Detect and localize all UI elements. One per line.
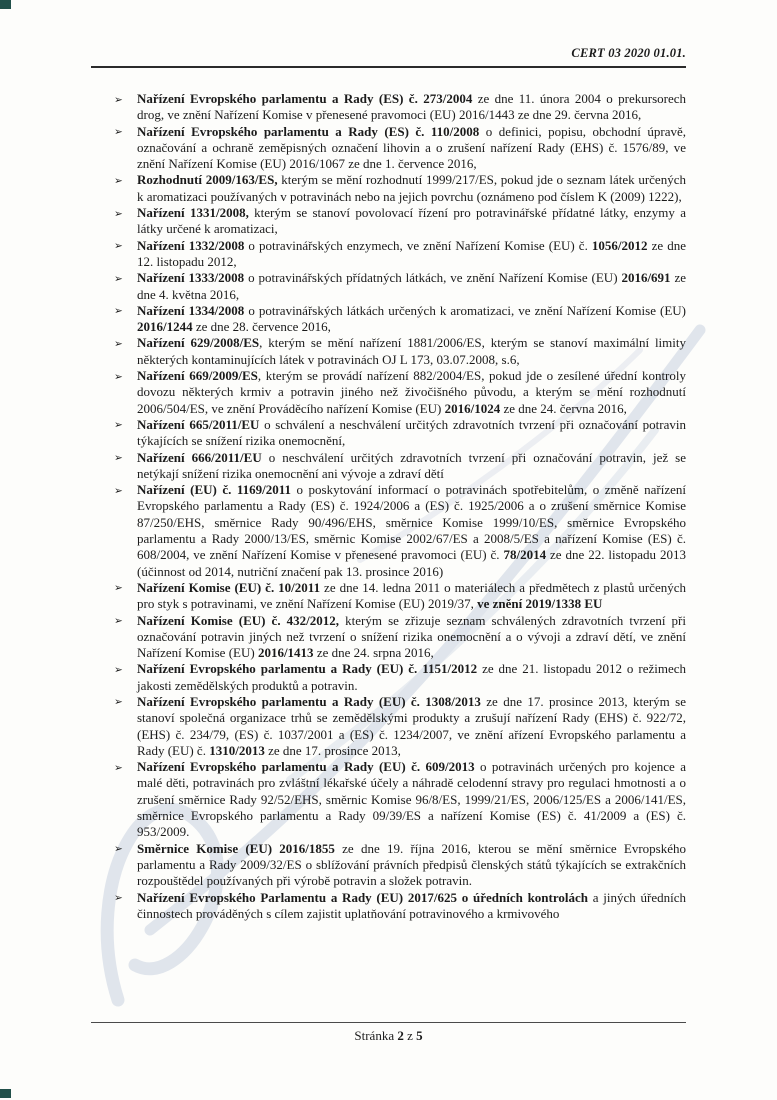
regulation-title: Nařízení 1334/2008 bbox=[137, 302, 245, 318]
regulation-title: Nařízení 669/2009/ES bbox=[137, 368, 258, 384]
arrow-bullet-icon: ➢ bbox=[114, 272, 123, 285]
regulation-text: ze dne 14. ledna 2011 o materiálech a předmětech z plastů určených pro styk s potravinami, ve znění Nařízení Komise (EU) 2019/37, bbox=[137, 579, 686, 612]
regulation-text: ze dne 21. listopadu 2012 o režimech jakosti zemědělských produktů a potravin. bbox=[137, 661, 686, 693]
list-item bbox=[114, 335, 686, 368]
arrow-bullet-icon: ➢ bbox=[114, 207, 123, 220]
regulation-title: 1310/2013 bbox=[209, 742, 265, 758]
regulation-text: kterým se zřizuje seznam schválených zdravotních tvrzení při označování potravin jiných než tvrzení o snížení rizika onemocnění a o vývoji a zdraví dětí, ve znění Nařízení Komise (EU) bbox=[137, 612, 686, 661]
arrow-bullet-icon: ➢ bbox=[114, 93, 123, 106]
list-item bbox=[114, 237, 686, 271]
list-item bbox=[114, 205, 686, 238]
list-item bbox=[114, 302, 686, 336]
regulation-title: Rozhodnutí 2009/163/ES, bbox=[137, 172, 278, 188]
list-item bbox=[114, 693, 686, 759]
list-item bbox=[114, 270, 687, 303]
regulation-title: Směrnice Komise (EU) 2016/1855 bbox=[137, 840, 335, 856]
regulation-text: o schválení a neschválení určitých zdravotních tvrzení při označování potravin týkajících se snížení rizika onemocnění, bbox=[137, 416, 686, 449]
footer-page-label: Stránka bbox=[354, 1028, 398, 1043]
regulation-title: Nařízení 1331/2008, bbox=[137, 205, 249, 221]
arrow-bullet-icon: ➢ bbox=[114, 582, 123, 595]
regulation-title: Nařízení Evropského parlamentu a Rady (EU) č. 1151/2012 bbox=[137, 661, 478, 677]
regulation-text: ze dne 22. listopadu 2013 (účinnost od 2014, nutriční značení pak 13. prosince 2016) bbox=[137, 547, 687, 579]
list-item bbox=[114, 123, 686, 173]
regulation-title: 2016/1413 bbox=[257, 645, 314, 661]
list-item bbox=[114, 482, 687, 580]
regulation-title: Nařízení Komise (EU) č. 432/2012, bbox=[137, 612, 340, 628]
regulation-title: Nařízení 666/2011/EU bbox=[137, 449, 262, 465]
arrow-bullet-icon: ➢ bbox=[114, 305, 123, 318]
arrow-bullet-icon: ➢ bbox=[114, 370, 123, 383]
regulation-title: Nařízení 1332/2008 bbox=[137, 237, 245, 253]
regulation-text: ze dne 24. srpna 2016, bbox=[313, 645, 434, 661]
regulation-text: ze dne 17. prosince 2013, kterým se stanoví společná organizace trhů se zemědělskými produkty a zrušují nařízení Rady (EHS) č. 922/72, (EHS) č. 234/79, (ES) č. 1037/2001 a (ES) č. 1234/2007, ve znění ařízení Evropského parlamentu a Rady (EU) č. bbox=[137, 693, 686, 758]
regulation-title: 1056/2012 bbox=[591, 237, 648, 253]
regulation-title: Nařízení Evropského Parlamentu a Rady (EU) 2017/625 o úředních kontrolách bbox=[137, 889, 589, 905]
list-item bbox=[114, 416, 686, 450]
footer-page-number: 2 bbox=[397, 1028, 404, 1043]
arrow-bullet-icon: ➢ bbox=[114, 696, 123, 709]
regulation-text: ze dne 12. listopadu 2012, bbox=[137, 237, 686, 269]
regulation-text: a jiných úředních činnostech prováděných s cílem zajistit uplatňování potravinového a krmivového bbox=[137, 889, 686, 921]
arrow-bullet-icon: ➢ bbox=[114, 419, 123, 432]
regulation-list bbox=[114, 91, 687, 922]
arrow-bullet-icon: ➢ bbox=[114, 615, 123, 627]
footer-rule bbox=[91, 1022, 686, 1023]
regulation-title: Nařízení Evropského parlamentu a Rady (EU) č. 1308/2013 bbox=[137, 693, 481, 709]
regulation-text: o potravinářských enzymech, ve znění Nařízení Komise (EU) č. bbox=[244, 237, 592, 253]
regulation-text: ze dne 24. června 2016, bbox=[500, 400, 627, 416]
regulation-text: ze dne 4. května 2016, bbox=[137, 270, 687, 302]
regulation-title: 2016/1024 bbox=[444, 400, 501, 416]
regulation-title: 78/2014 bbox=[503, 547, 547, 563]
regulation-title: Nařízení 1333/2008 bbox=[137, 270, 245, 286]
scan-corner-mark-bottom bbox=[0, 1089, 11, 1098]
regulation-text: , kterým se provádí nařízení 882/2004/ES, pokud jde o zesílené úřední kontroly dovozu některých krmiv a potravin jiného než živočišného původu, a kterým se mění rozhodnutí 2006/504/ES, ve znění Prováděcího nařízení Komise (EU) bbox=[137, 368, 686, 416]
list-item bbox=[114, 889, 686, 923]
regulation-text: o definici, popisu, obchodní úpravě, označování a ochraně zeměpisných označení lihovin a o zrušení nařízení Rady (EHS) č. 1576/89, ve znění Nařízení Komise (EU) 2016/1067 ze dne 1. července 2016, bbox=[137, 123, 686, 172]
arrow-bullet-icon: ➢ bbox=[114, 761, 123, 774]
regulation-text: ze dne 17. prosince 2013, bbox=[264, 742, 401, 758]
regulation-title: Nařízení Evropského parlamentu a Rady (ES) č. 273/2004 bbox=[137, 91, 473, 106]
list-item bbox=[114, 759, 686, 840]
regulation-text: o potravinách určených pro kojence a malé děti, potravinách pro zvláštní lékařské účely a náhradě celodenní stravy pro regulaci hmotnosti a o zrušení směrnice Rady 92/52/EHS, směrnic Komise 96/8/ES, 1999/21/ES, 2006/125/ES a 2006/141/ES, směrnice Evropského parlamentu a Rady 09/39/ES a nařízení Komise (ES) č. 41/2009 a (ES) č. 953/2009. bbox=[137, 759, 686, 840]
arrow-bullet-icon: ➢ bbox=[114, 892, 123, 905]
regulation-text: kterým se mění rozhodnutí 1999/217/ES, pokud jde o seznam látek určených k aromatizaci používaných v potravinách nebo na jejich povrchu (oznámeno pod číslem K (2009) 1222), bbox=[137, 172, 686, 204]
arrow-bullet-icon: ➢ bbox=[114, 452, 123, 465]
list-item bbox=[114, 612, 686, 662]
regulation-text: o potravinářských látkách určených k aromatizaci, ve znění Nařízení Komise (EU) bbox=[244, 302, 686, 318]
regulation-text: ze dne 28. července 2016, bbox=[192, 319, 331, 335]
regulation-text: o poskytování informací o potravinách spotřebitelům, o změně nařízení Evropského parlamentu a Rady (ES) č. 1924/2006 a (ES) č. 1925/2006 a o zrušení směrnice Komise 87/250/EHS, směrnice Rady 90/496/EHS, směrnice Komise 1999/10/ES, směrnice Evropského parlamentu a Rady 2000/13/ES, směrnic Komise 2002/67/ES a 2008/5/ES a nařízení Komise (ES) č. 608/2004, ve znění Nařízení Komise v přenesené pravomoci (EU) č. bbox=[137, 482, 686, 563]
regulation-title: Nařízení (EU) č. 1169/2011 bbox=[137, 482, 292, 498]
arrow-bullet-icon: ➢ bbox=[114, 843, 123, 856]
regulation-title: 2016/1244 bbox=[137, 319, 193, 335]
arrow-bullet-icon: ➢ bbox=[114, 240, 123, 253]
regulation-text: ze dne 19. října 2016, kterou se mění směrnice Evropského parlamentu a Rady 2009/32/ES o sblížování právních předpisů členských států týkajících se extrakčních rozpouštědel používaných při výrobě potravin a složek potravin. bbox=[137, 840, 687, 889]
regulation-title: 2016/691 bbox=[621, 270, 671, 286]
list-item bbox=[114, 840, 687, 890]
footer-page-separator: z bbox=[403, 1028, 417, 1043]
arrow-bullet-icon: ➢ bbox=[114, 663, 123, 676]
regulation-title: Nařízení Evropského parlamentu a Rady (ES) č. 110/2008 bbox=[137, 123, 480, 139]
regulation-text: o neschválení určitých zdravotních tvrzení při označování potravin, jež se netýkají snížení rizika onemocnění ani vývoje a zdraví dětí bbox=[137, 449, 686, 481]
arrow-bullet-icon: ➢ bbox=[114, 174, 123, 187]
list-item bbox=[114, 368, 686, 417]
header-reference: CERT 03 2020 01.01. bbox=[571, 46, 686, 60]
regulation-title: Nařízení 665/2011/EU bbox=[137, 416, 260, 432]
page-footer-text bbox=[0, 1028, 777, 1044]
list-item bbox=[114, 91, 686, 124]
regulation-title: Nařízení Evropského parlamentu a Rady (EU) č. 609/2013 bbox=[137, 759, 475, 775]
list-item bbox=[114, 172, 686, 205]
regulation-title: ve znění 2019/1338 EU bbox=[477, 596, 603, 612]
arrow-bullet-icon: ➢ bbox=[114, 337, 123, 350]
regulation-title: Nařízení 629/2008/ES bbox=[137, 335, 260, 351]
regulation-text: o potravinářských přídatných látkách, ve znění Nařízení Komise (EU) bbox=[244, 270, 622, 286]
regulation-text: kterým se stanoví povolovací řízení pro potravinářské přídatné látky, enzymy a látky určené k aromatizaci, bbox=[137, 205, 686, 237]
regulation-text: , kterým se mění nařízení 1881/2006/ES, kterým se stanoví maximální limity některých kontaminujících látek v potravinách OJ L 173, 03.07.2008, s.6, bbox=[137, 335, 686, 367]
regulation-text: ze dne 11. února 2004 o prekursorech drog, ve znění Nařízení Komise v přenesené pravomoci (EU) 2016/1443 ze dne 29. června 2016, bbox=[137, 91, 686, 123]
header-rule bbox=[91, 66, 686, 68]
footer-total-pages: 5 bbox=[416, 1028, 423, 1043]
list-item bbox=[114, 661, 686, 694]
scan-corner-mark-top bbox=[0, 0, 11, 9]
arrow-bullet-icon: ➢ bbox=[114, 126, 123, 139]
arrow-bullet-icon: ➢ bbox=[114, 484, 123, 497]
regulation-title: Nařízení Komise (EU) č. 10/2011 bbox=[137, 579, 321, 595]
list-item bbox=[114, 449, 686, 483]
list-item bbox=[114, 579, 686, 613]
